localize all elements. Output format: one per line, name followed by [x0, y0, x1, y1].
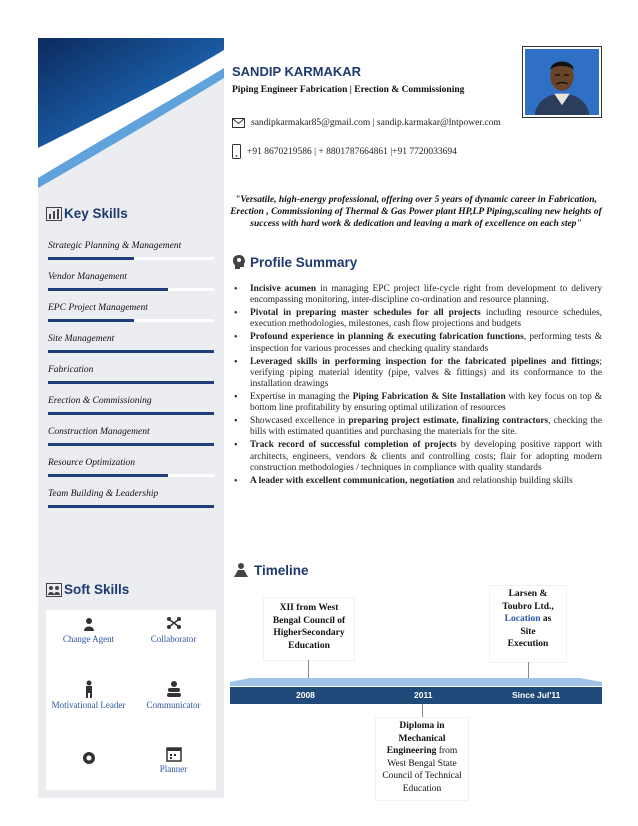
- key-skill-item: [48, 426, 214, 446]
- timeline-entry-diploma: Diploma in Mechanical Engineering from West Bengal State Council of Technical Education: [376, 718, 468, 800]
- key-skill-bar-track: [48, 288, 214, 291]
- summary-item: [234, 392, 602, 414]
- portrait-image: [525, 49, 599, 115]
- profile-photo: [522, 46, 602, 118]
- key-skill-label: Site Management: [48, 334, 115, 344]
- soft-skill-communicator: Communicator: [131, 680, 216, 710]
- key-skill-bar-fill: [48, 381, 214, 384]
- summary-text: Track record of successful completion of projects by developing positive rapport with architects, engineers, vendors & clients and controlling costs; flair for adopting modern construction methodologies / techniques in compliance with quality standards: [250, 440, 602, 473]
- key-skill-bar-fill: [48, 505, 214, 508]
- resume-page: [38, 38, 610, 798]
- summary-text: A leader with excellent communication, negotiation and relationship building skills: [250, 475, 573, 486]
- key-skill-item: [48, 302, 214, 322]
- key-skill-label: Erection & Commissioning: [48, 396, 152, 406]
- timeline-entry-xii: XII from West Bengal Council of HigherSecondary Education: [264, 598, 354, 660]
- key-skill-bar-track: [48, 257, 214, 260]
- soft-skill-change-agent: Change Agent: [46, 616, 131, 644]
- key-skill-label: Fabrication: [48, 365, 94, 375]
- people-icon: [46, 583, 62, 597]
- soft-skills-panel: [46, 610, 216, 790]
- gear-icon: [81, 750, 97, 766]
- key-skill-bar-fill: [48, 319, 134, 322]
- key-skill-label: Construction Management: [48, 427, 150, 437]
- key-skill-label: Team Building & Leadership: [48, 489, 159, 499]
- summary-text: Profound experience in planning & executing fabrication functions, performing tests & inspection for various processes and checking quality standards: [250, 332, 602, 354]
- calendar-icon: [166, 746, 182, 762]
- email-text: sandipkarmakar85@gmail.com | sandip.karmakar@lntpower.com: [251, 118, 501, 128]
- chart-icon: [46, 207, 62, 221]
- key-skill-bar-track: [48, 505, 214, 508]
- key-skill-label: Resource Optimization: [48, 458, 135, 468]
- profile-summary-heading: [232, 254, 357, 270]
- resume-header: [232, 64, 522, 95]
- key-skill-item: [48, 271, 214, 291]
- key-skill-item: [48, 457, 214, 477]
- sidebar: [38, 38, 224, 798]
- timeline-year-since: Since Jul'11: [512, 690, 561, 700]
- key-skill-bar-fill: [48, 443, 214, 446]
- summary-item: [234, 357, 602, 391]
- soft-skill-collaborator: Collaborator: [131, 616, 216, 644]
- soft-skills-heading: [46, 582, 129, 597]
- timeline-year-2008: 2008: [296, 690, 315, 700]
- key-skill-bar-track: [48, 381, 214, 384]
- timeline-band-top: [230, 678, 602, 686]
- profile-summary-title: Profile Summary: [250, 254, 358, 270]
- candidate-name: SANDIP KARMAKAR: [232, 64, 362, 79]
- soft-skill-blank: [46, 750, 131, 768]
- summary-text: Expertise in managing the Piping Fabrication & Site Installation with key focus on top & bottom line profitability by ensuring optimal utilization of resources: [250, 392, 602, 414]
- key-skill-bar-track: [48, 319, 214, 322]
- summary-item: [234, 440, 602, 474]
- key-skill-item: [48, 240, 214, 260]
- profile-summary-list: [234, 284, 602, 489]
- key-skill-label: Strategic Planning & Management: [48, 241, 182, 251]
- key-skill-label: Vendor Management: [48, 272, 127, 282]
- key-skills-heading: [46, 206, 128, 221]
- change-agent-icon: [81, 616, 97, 632]
- key-skill-bar-fill: [48, 257, 134, 260]
- summary-text: Incisive acumen in managing EPC project life-cycle right from development to delivery encompassing monitoring, inter-discipline co-ordination and resource planning.: [250, 284, 603, 306]
- person-icon: [232, 562, 250, 578]
- summary-text: Showcased excellence in preparing project estimate, finalizing contractors, checking the bills with estimated quantities and purchasing the materials for the site.: [250, 416, 602, 438]
- key-skill-bar-fill: [48, 412, 214, 415]
- key-skills-title: Key Skills: [64, 206, 128, 221]
- summary-item: [234, 284, 602, 306]
- key-skill-label: EPC Project Management: [48, 303, 148, 313]
- career-quote: "Versatile, high-energy professional, offering over 5 years of dynamic career in Fabrication, Erection , Commissioning of Thermal & Gas Power plant HP,LP Piping,scaling new heights of success with hard work & dedication and leaving a mark of excellence on each step": [230, 195, 602, 229]
- timeline-year-2011: 2011: [414, 690, 433, 700]
- key-skill-item: [48, 488, 214, 508]
- summary-item: [234, 476, 602, 487]
- head-gear-icon: [232, 254, 246, 270]
- phone-row: [232, 144, 457, 159]
- key-skill-bar-track: [48, 474, 214, 477]
- communicator-icon: [165, 680, 183, 698]
- email-row: [232, 118, 501, 128]
- leader-icon: [82, 680, 96, 698]
- key-skill-bar-track: [48, 443, 214, 446]
- summary-text: Leveraged skills in performing inspection for the fabricated pipelines and fittings; verifying piping material identity (pipe, valves & fittings) and its conformance to the installation drawings: [250, 356, 602, 390]
- summary-item: [234, 332, 602, 354]
- key-skill-item: [48, 364, 214, 384]
- phone-text: +91 8670219586 | + 8801787664861 |+91 7720033694: [247, 146, 457, 157]
- key-skill-bar-fill: [48, 288, 168, 291]
- key-skill-bar-track: [48, 350, 214, 353]
- envelope-icon: [232, 118, 245, 128]
- key-skill-bar-fill: [48, 474, 168, 477]
- key-skill-item: [48, 333, 214, 353]
- summary-item: [234, 308, 602, 330]
- phone-icon: [232, 144, 241, 159]
- soft-skill-planner: Planner: [131, 746, 216, 774]
- timeline-entry-lt: Larsen & Toubro Ltd., Location as Site Execution: [490, 586, 566, 662]
- collaborator-icon: [165, 616, 183, 632]
- candidate-role: Piping Engineer Fabrication | Erection & Commissioning: [232, 85, 465, 95]
- soft-skills-title: Soft Skills: [64, 582, 130, 597]
- timeline-heading: [232, 562, 309, 578]
- key-skill-bar-fill: [48, 350, 214, 353]
- soft-skill-motivational-leader: Motivational Leader: [46, 680, 131, 710]
- summary-text: Pivotal in preparing master schedules for all projects including resource schedules, execution methodologies, milestones, cash flow projections and budgets: [250, 308, 602, 330]
- timeline-title: Timeline: [254, 562, 309, 578]
- key-skill-item: [48, 395, 214, 415]
- summary-item: [234, 416, 602, 438]
- key-skill-bar-track: [48, 412, 214, 415]
- header-swoosh-graphic: [38, 38, 224, 208]
